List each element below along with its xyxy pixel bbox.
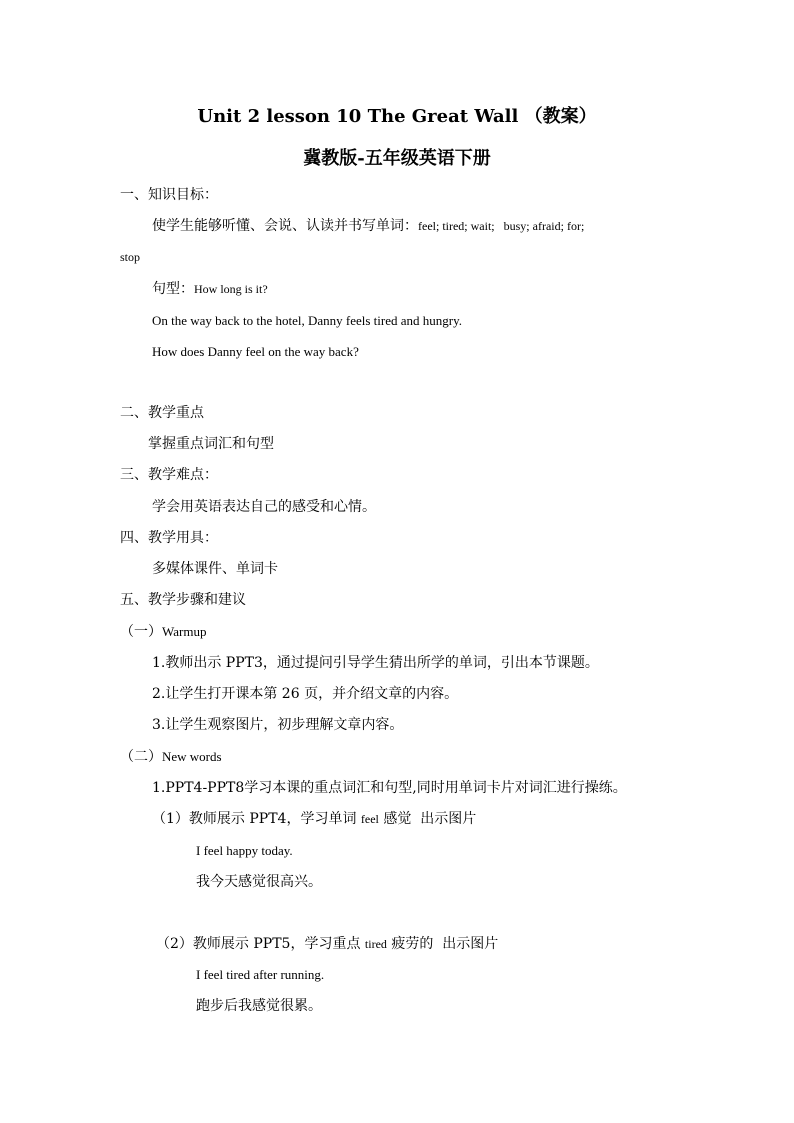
example-sentence-2-cn: 跑步后我感觉很累。 <box>196 998 322 1014</box>
section-content-2: 掌握重点词汇和句型 <box>148 436 274 452</box>
vocab-words: feel; tired; wait; busy; afraid; for; <box>418 219 585 233</box>
new-words-step-1: 1.PPT4-PPT8学习本课的重点词汇和句型,同时用单词卡片对词汇进行操练。 <box>152 780 627 796</box>
section-heading-5: 五、教学步骤和建议 <box>120 592 246 608</box>
sub-step-2-rest: 疲劳的 出示图片 <box>386 936 499 952</box>
sub-step-1-rest: 感觉 出示图片 <box>378 811 477 827</box>
section-content-3: 学会用英语表达自己的感受和心情。 <box>152 499 376 515</box>
pattern-line <box>152 282 268 296</box>
sub-step-2-text: （2）教师展示 PPT5，学习重点 <box>156 936 365 952</box>
document-subtitle: 冀教版-五年级英语下册 <box>303 148 491 169</box>
pattern-3: How does Danny feel on the way back? <box>152 344 359 359</box>
part-2-heading <box>120 750 222 764</box>
section-content-4: 多媒体课件、单词卡 <box>152 561 278 577</box>
vocab-continuation: stop <box>120 250 141 264</box>
sub-step-1 <box>152 812 476 826</box>
example-sentence-1-en: I feel happy today. <box>196 843 293 858</box>
warmup-step-3: 3.让学生观察图片，初步理解文章内容。 <box>152 717 404 733</box>
pattern-2: On the way back to the hotel, Danny feels tired and hungry. <box>152 313 462 328</box>
section-heading-3: 三、教学难点： <box>120 467 218 483</box>
sub-step-1-word: feel <box>360 812 379 826</box>
warmup-step-1: 1.教师出示 PPT3，通过提问引导学生猜出所学的单词，引出本节课题。 <box>152 655 599 671</box>
sub-step-1-text: （1）教师展示 PPT4，学习单词 <box>152 811 361 827</box>
pattern-1: How long is it? <box>194 282 268 296</box>
example-sentence-2-en: I feel tired after running. <box>196 967 325 982</box>
warmup-step-2: 2.让学生打开课本第 26 页，并介绍文章的内容。 <box>152 686 459 702</box>
part-1-label: （一） <box>120 624 162 640</box>
sub-step-2-word: tired <box>364 937 387 951</box>
section-heading-1: 一、知识目标： <box>120 187 218 203</box>
part-2-label: （二） <box>120 749 162 765</box>
pattern-label: 句型： <box>152 281 194 297</box>
part-1-heading <box>120 625 206 639</box>
section-heading-4: 四、教学用具： <box>120 530 218 546</box>
section-heading-2: 二、教学重点 <box>120 405 204 421</box>
example-sentence-1-cn: 我今天感觉很高兴。 <box>196 874 322 890</box>
part-2-title: New words <box>162 749 222 764</box>
sub-step-2 <box>156 937 498 951</box>
vocab-line <box>152 219 584 233</box>
document-title: Unit 2 lesson 10 The Great Wall （教案） <box>197 106 597 127</box>
part-1-title: Warmup <box>162 624 207 639</box>
vocab-intro: 使学生能够听懂、会说、认读并书写单词： <box>152 218 418 234</box>
